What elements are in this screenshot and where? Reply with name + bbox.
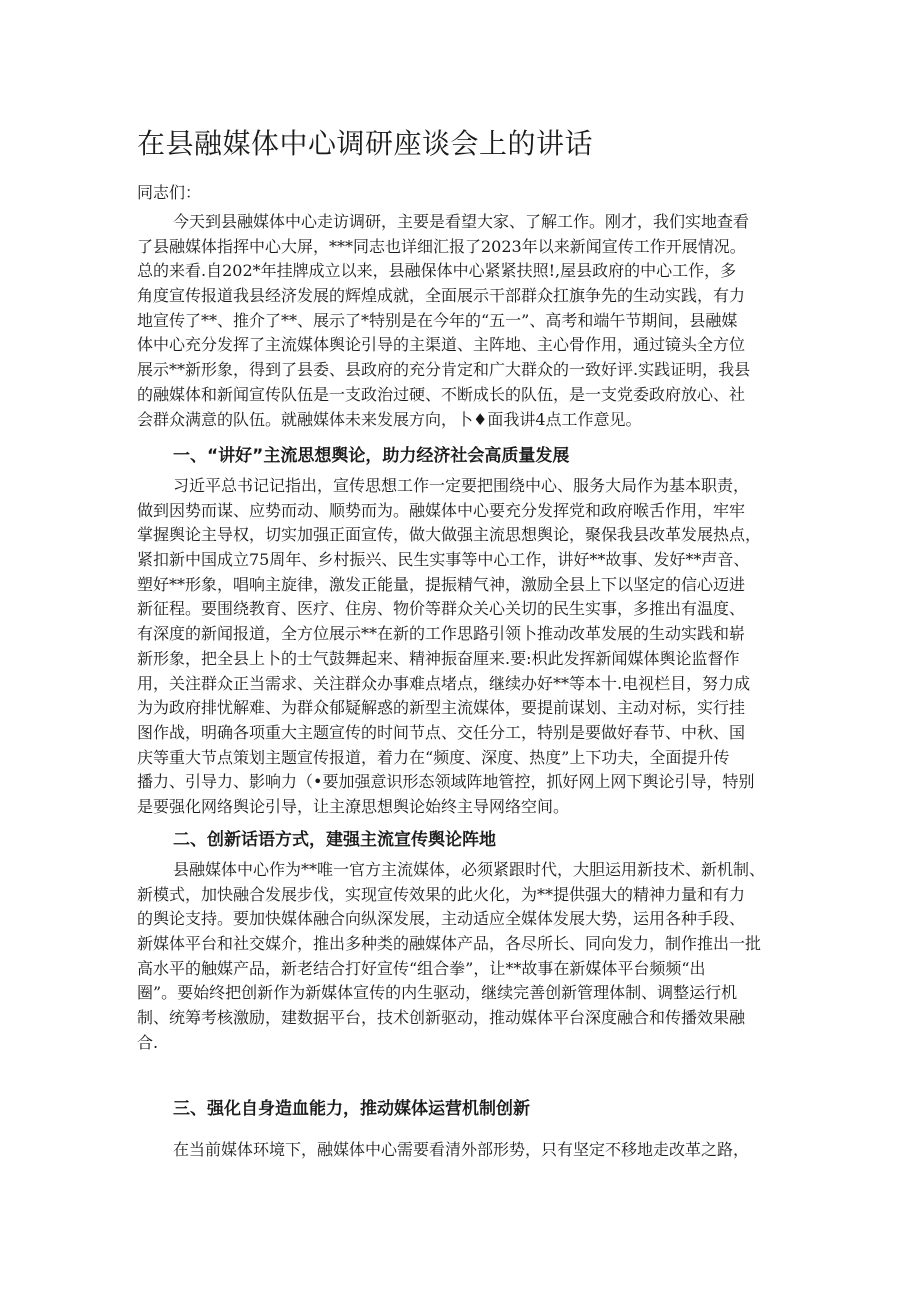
paragraph-line: 合. xyxy=(137,1032,159,1052)
section-heading-2: 二、创新话语方式，建强主流宣传舆论阵地 xyxy=(173,830,496,850)
section-heading-3: 三、强化自身造血能力，推动媒体运营机制创新 xyxy=(173,1099,530,1119)
paragraph-line: 县融媒体中心作为**唯一官方主流媒体，必须紧跟时代，大胆运用新技术、新机制、 xyxy=(173,860,766,879)
paragraph-line: 新形象，把全县上卜的士气鼓舞起来、精神振奋厘来.要:枳此发挥新闻媒体舆论监督作 xyxy=(137,648,740,668)
salutation: 同志们： xyxy=(137,183,202,202)
paragraph-line: 今天到县融媒体中心走访调研，主要是看望大家、了解工作。刚才，我们实地查看 xyxy=(173,212,750,231)
paragraph-line: 地宣传了**、推介了**、展示了*特别是在今年的“五一”、高考和端午节期间，县融媒 xyxy=(137,310,738,330)
paragraph-line: 是要强化网络舆论引导，让主潦思想舆论始终主导网络空间。 xyxy=(137,796,570,816)
paragraph-line: 掌握舆论主导权，切实加强正面宣传，做大做强主流思想舆论，聚保我县改革发展热点， xyxy=(137,525,762,545)
paragraph-line: 的舆论支持。要加快媒体融合向纵深发展，主动适应全媒体发展大势，运用各种手段、 xyxy=(137,909,746,929)
paragraph-line: 紧扣新中国成立75周年、乡村振兴、民生实事等中心工作，讲好**故事、发好**声音、 xyxy=(137,550,750,570)
paragraph-line: 用，关注群众正当需求、关注群众办事难点堵点，继续办好**等本十.电视栏目，努力成 xyxy=(137,673,751,693)
paragraph-line: 会群众满意的队伍。就融媒体未来发展方向，卜♦面我讲4点工作意见。 xyxy=(137,409,642,429)
paragraph-line: 习近平总书记记指出，宣传思想工作一定要把围绕中心、服务大局作为基本职责， xyxy=(173,476,750,495)
paragraph-line: 圈”。要始终把创新作为新媒体宣传的内生驱动，继续完善创新管理体制、调整运行机 xyxy=(137,983,738,1003)
section-heading-1: 一、“讲好”主流思想舆论，助力经济社会高质量发展 xyxy=(173,446,570,466)
paragraph-line: 新征程。要围绕教育、医疗、住房、物价等群众关心关切的民生实事，多推出有温度、 xyxy=(137,599,746,619)
paragraph-line: 角度宣传报道我县经济发展的辉煌成就，全面展示干部群众扛旗争先的生动实践，有力 xyxy=(137,286,746,306)
paragraph-line: 新模式，加快融合发展步伐，实现宣传效果的此火化，为**提供强大的精神力量和有力 xyxy=(137,884,746,904)
paragraph-line: 制、统筹考核激励，建数据平台，技术创新驱动，推动媒体平台深度融合和传播效果融 xyxy=(137,1008,746,1028)
intro-paragraph xyxy=(137,210,787,432)
paragraph-line: 有深度的新闻报道，全方位展示**在新的工作思路引领卜推动改革发展的生动实践和崭 xyxy=(137,624,746,644)
paragraph-line: 塑好**形象，唱响主旋律，激发正能量，提振精气神，激励全县上下以坚定的信心迈进 xyxy=(137,574,746,594)
paragraph-line: 新媒体平台和社交媒介，推出多种类的融媒体产品，各尽所长、同向发力，制作推出一批 xyxy=(137,934,762,954)
section-3-paragraph xyxy=(137,1138,787,1163)
paragraph-line: 了县融媒体指挥中心大屏，***同志也详细汇报了2023年以来新闻宣传工作开展情况。 xyxy=(137,236,746,256)
paragraph-line: 图作战，明确各项重大主题宣传的时间节点、交任分工，特别是要做好春节、中秋、国 xyxy=(137,722,746,742)
paragraph-line: 的融媒体和新闻宣传队伍是一支政治过硬、不断成长的队伍，是一支党委政府放心、社 xyxy=(137,384,746,404)
paragraph-line: 在当前媒体环境下，融媒体中心需要看清外部形势，只有坚定不移地走改革之路， xyxy=(173,1140,750,1159)
paragraph-line: 做到因势而谋、应势而动、顺势而为。融媒体中心要充分发挥党和政府喉舌作用，牢牢 xyxy=(137,500,746,520)
paragraph-line: 体中心充分发挥了主流媒体舆论引导的主渠道、主阵地、主心骨作用，通过镜头全方位 xyxy=(137,335,746,355)
paragraph-line: 高水平的触媒产品，新老结合打好宣传“组合拳”，让**故事在新媒体平台频频“出 xyxy=(137,958,706,978)
paragraph-line: 为为政府排忧解难、为群众郁疑解惑的新型主流媒体，要提前谋划、主动对标，实行挂 xyxy=(137,698,746,718)
paragraph-line: 播力、引导力、影响力（•要加强意识形态领域阵地管控，抓好网上网下舆论引导，特别 xyxy=(137,772,755,792)
paragraph-line: 庆等重大节点策划主题宣传报道，着力在“频度、深度、热度”上下功夫，全面提升传 xyxy=(137,747,730,767)
paragraph-line: 总的来看.自202*年挂牌成立以来，县融保体中心紧紧扶照!,屋县政府的中心工作，多 xyxy=(137,261,737,281)
document-title: 在县融媒体中心调研座谈会上的讲话 xyxy=(137,127,594,160)
section-2-paragraph xyxy=(137,858,787,1056)
paragraph-line: 展示**新形象，得到了县委、县政府的充分肯定和广大群众的一致好评.实践证明，我县 xyxy=(137,360,751,380)
section-1-paragraph xyxy=(137,474,787,820)
